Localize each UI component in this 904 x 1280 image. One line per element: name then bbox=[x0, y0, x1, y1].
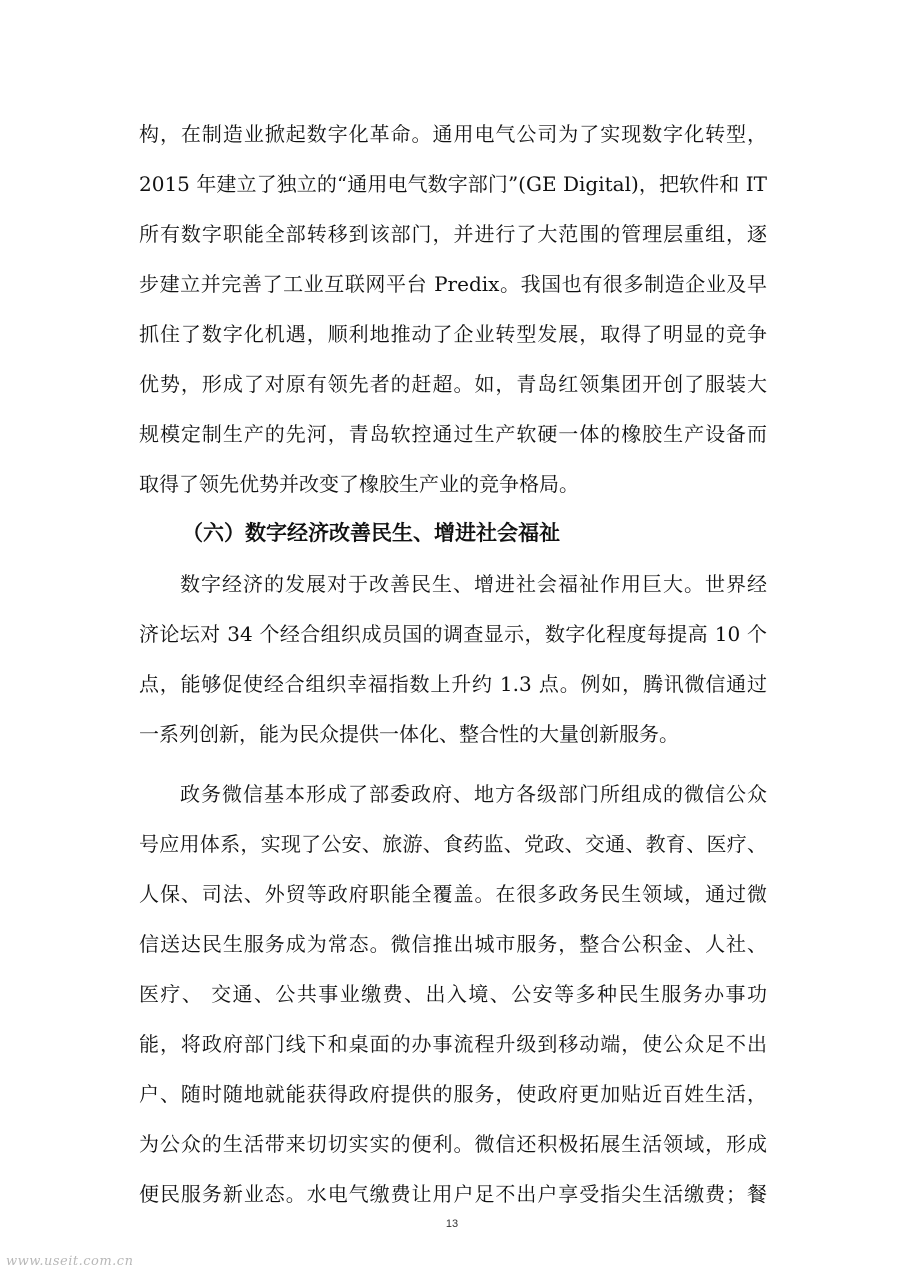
paragraph-2-line-1: 数字经济的发展对于改善民生、增进社会福祉作用巨大。世界经 bbox=[180, 572, 767, 596]
paragraph-1-line-3: 所有数字职能全部转移到该部门，并进行了大范围的管理层重组，逐 bbox=[139, 222, 767, 246]
paragraph-3-line-5: 医疗、 交通、公共事业缴费、出入境、公安等多种民生服务办事功 bbox=[139, 982, 767, 1006]
paragraph-1-line-1: 构，在制造业掀起数字化革命。通用电气公司为了实现数字化转型， bbox=[139, 122, 767, 146]
paragraph-1-line-8: 取得了领先优势并改变了橡胶生产业的竞争格局。 bbox=[139, 472, 579, 496]
watermark: www.useit.com.cn bbox=[6, 1254, 134, 1269]
paragraph-2-line-3: 点，能够促使经合组织幸福指数上升约 1.3 点。例如，腾讯微信通过 bbox=[139, 672, 767, 696]
paragraph-1-line-5: 抓住了数字化机遇，顺利地推动了企业转型发展，取得了明显的竞争 bbox=[139, 322, 767, 346]
paragraph-3-line-6: 能，将政府部门线下和桌面的办事流程升级到移动端，使公众足不出 bbox=[139, 1032, 767, 1056]
paragraph-3-line-8: 为公众的生活带来切切实实的便利。微信还积极拓展生活领域，形成 bbox=[139, 1132, 767, 1156]
paragraph-3-line-7: 户、随时随地就能获得政府提供的服务，使政府更加贴近百姓生活， bbox=[139, 1082, 767, 1106]
paragraph-3-line-4: 信送达民生服务成为常态。微信推出城市服务，整合公积金、人社、 bbox=[139, 932, 767, 956]
page-number: 13 bbox=[445, 1218, 459, 1230]
paragraph-1-line-4: 步建立并完善了工业互联网平台 Predix。我国也有很多制造企业及早 bbox=[139, 272, 767, 296]
paragraph-1-line-7: 规模定制生产的先河，青岛软控通过生产软硬一体的橡胶生产设备而 bbox=[139, 422, 767, 446]
paragraph-1-line-2: 2015 年建立了独立的“通用电气数字部门”(GE Digital)，把软件和 IT bbox=[139, 172, 767, 196]
paragraph-2-line-4: 一系列创新，能为民众提供一体化、整合性的大量创新服务。 bbox=[139, 722, 679, 746]
section-heading: （六）数字经济改善民生、增进社会福祉 bbox=[182, 521, 560, 545]
paragraph-3-line-1: 政务微信基本形成了部委政府、地方各级部门所组成的微信公众 bbox=[180, 782, 767, 806]
paragraph-1-line-6: 优势，形成了对原有领先者的赶超。如，青岛红领集团开创了服装大 bbox=[139, 372, 767, 396]
paragraph-3-line-3: 人保、司法、外贸等政府职能全覆盖。在很多政务民生领域，通过微 bbox=[139, 882, 767, 906]
paragraph-3-line-2: 号应用体系，实现了公安、旅游、食药监、党政、交通、教育、医疗、 bbox=[139, 832, 767, 856]
paragraph-3-line-9: 便民服务新业态。水电气缴费让用户足不出户享受指尖生活缴费；餐 bbox=[139, 1182, 767, 1206]
paragraph-2-line-2: 济论坛对 34 个经合组织成员国的调查显示，数字化程度每提高 10 个 bbox=[139, 622, 767, 646]
